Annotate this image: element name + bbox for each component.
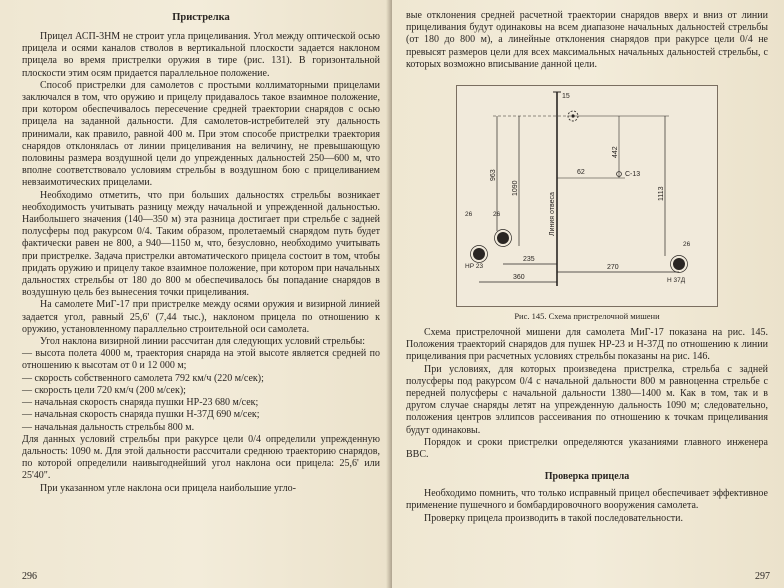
paragraph: Для данных условий стрельбы при ракурсе цели 0/4 определили упрежденную дальность: 1090 м. Для этой дальности рассчитали среднюю траекторию снарядов, по которой определили наивыгоднейший угол наклона оси прицела: 25,6' или 25'40". xyxy=(22,433,380,482)
dim-26-top-label: 26 xyxy=(493,211,501,219)
paragraph: Прицел АСП-3НМ не строит угла прицеливания. Угол между оптической осью прицела и осями каналов стволов в вертикальной плоскости задается наклоном прицела во время пристрелки оружия в тире (рис. 131). В горизонтальной плоскости этим осям придается параллельное положение. xyxy=(22,31,380,79)
paragraph: вые отклонения средней расчетной траектории снарядов вверх и вниз от линии прицеливания будут одинаковы на всем диапазоне начальных дальностей стрельбы (от 180 до 800 м), а линейные отклонения снарядов при ракурсе цели 0/4 не превысят размеров цели для всех максимальных начальных дальностей стрельбы, с которых возможно вписывание данной цели. xyxy=(406,10,768,70)
left-gun-marks xyxy=(471,230,512,263)
paragraph: Способ пристрелки для самолетов с простыми коллиматорными прицелами заключался в том, что оружию и прицелу придавалось такое взаимное положение, при котором обеспечивалось пересечение средней траектории снарядов с осью прицела на заданной дальности. Для самолетов-истребителей эту дальность принимали, как правило, равной 400 м. При этом способе пристрелки траектория снарядов отклонялась от линии прицеливания на величину, не превышающую половины размера воздушной цели до упрежденных дальностей 250—600 м, что вполне соответствовало условиям стрельбы в воздушном бою с прицеливанием невзаимотических прицелами. xyxy=(22,79,380,189)
top-mark-label: 15 xyxy=(562,93,570,101)
page-number: 296 xyxy=(22,571,37,582)
dim-270-label: 270 xyxy=(607,264,619,272)
dim-62-label: 62 xyxy=(577,169,585,177)
paragraph: Схема пристрелочной мишени для самолета МиГ-17 показана на рис. 145. Положения траекторий снарядов для пушек НР-23 и Н-37Д по отношению к линии прицеливания при расчетных условиях стрельбы показаны на рис. 146. xyxy=(406,327,768,363)
paragraph: Угол наклона визирной линии рассчитан для следующих условий стрельбы: xyxy=(40,336,365,348)
target-diagram xyxy=(456,85,718,307)
condition-item: — начальная дальность стрельбы 800 м. xyxy=(22,421,195,433)
dim-360-label: 360 xyxy=(513,274,525,282)
c13-label: С-13 xyxy=(625,171,641,179)
dim-235-label: 235 xyxy=(523,256,535,264)
dim-963-label: 963 xyxy=(490,169,497,182)
right-gun-mark xyxy=(671,256,688,273)
condition-item: — высота полета 4000 м, траектория снаряда на этой высоте является средней по отношению к высотам от 0 и 12 000 м; xyxy=(22,348,380,372)
conditions-list xyxy=(22,348,380,433)
target-diagram-svg xyxy=(457,86,717,306)
paragraph: При условиях, для которых произведена пристрелка, стрельба с задней полусферы под ракурсом 0/4 с начальной дальности 800 м равноценна стрельбе с передней полусферы с начальной дальности 1380—1400 м. Как в том, так и в другом случае снаряды летят на упрежденную дальность 1090 м; следовательно, положения центров эллипсов рассеивания по отношению к точкам прицеливания будут одинаковы. xyxy=(406,363,768,436)
left-gun-label: НР 23 xyxy=(465,263,484,271)
page-number: 297 xyxy=(755,571,770,582)
right-gun-label: Н 37Д xyxy=(667,277,686,285)
condition-item: — скорость собственного самолета 792 км/ч (220 м/сек); xyxy=(22,372,264,384)
dim-1113-label: 1113 xyxy=(658,186,665,202)
dim-26-left-label: 26 xyxy=(465,211,473,219)
section-title: Проверка прицела xyxy=(544,471,630,483)
dim-1090-label: 1090 xyxy=(512,180,519,197)
paragraph: На самолете МиГ-17 при пристрелке между осями оружия и визирной линией задается угол, равный 25,6' (7,44 тыс.), наклоном прицела по отношению к оружию, установленному параллельно строительной оси самолета. xyxy=(22,299,380,335)
right-page xyxy=(392,0,784,588)
dim-442-label: 442 xyxy=(612,146,619,159)
paragraph: Проверку прицела производить в такой последовательности. xyxy=(424,512,684,524)
figure-caption: Рис. 145. Схема пристрелочной мишени xyxy=(514,311,660,322)
paragraph: Порядок и сроки пристрелки определяются указаниями главного инженера ВВС. xyxy=(406,436,768,461)
page-heading: Пристрелка xyxy=(172,12,230,23)
plumb-line-label: Линия отвеса xyxy=(549,192,556,237)
paragraph: Необходимо помнить, что только исправный прицел обеспечивает эффективное применение пушечного и бомбардировочного вооружения самолета. xyxy=(406,488,768,512)
condition-item: — начальная скорость снаряда пушки Н-37Д 690 м/сек; xyxy=(22,409,260,421)
condition-item: — скорость цели 720 км/ч (200 м/сек); xyxy=(22,384,186,396)
paragraph: Необходимо отметить, что при больших дальностях стрельбы возникает необходимость учитывать разницу между начальной и упрежденной дальностью. Наибольшего значения (140—350 м) эта разница достигает при стрельбе с задней полусферы под ракурсом 0/4. Таким образом, пролетаемый снарядом путь будет фактически равен не 800, а 940—1150 м, что, безусловно, необходимо учитывать при пристрелке. Задача пристрелки автоматического прицела состоит в том, чтобы придать оружию и прицелу такое взаимное положение, при котором при начальных дальностях стрельбы от 180 до 800 м обеспечивалось бы попадание снарядов в воздушную цель без вынесения точки прицеливания. xyxy=(22,189,380,299)
condition-item: — начальная скорость снаряда пушки НР-23 680 м/сек; xyxy=(22,397,259,409)
dim-26-right-label: 26 xyxy=(683,241,691,249)
paragraph: При указанном угле наклона оси прицела наибольшие угло- xyxy=(40,482,296,494)
